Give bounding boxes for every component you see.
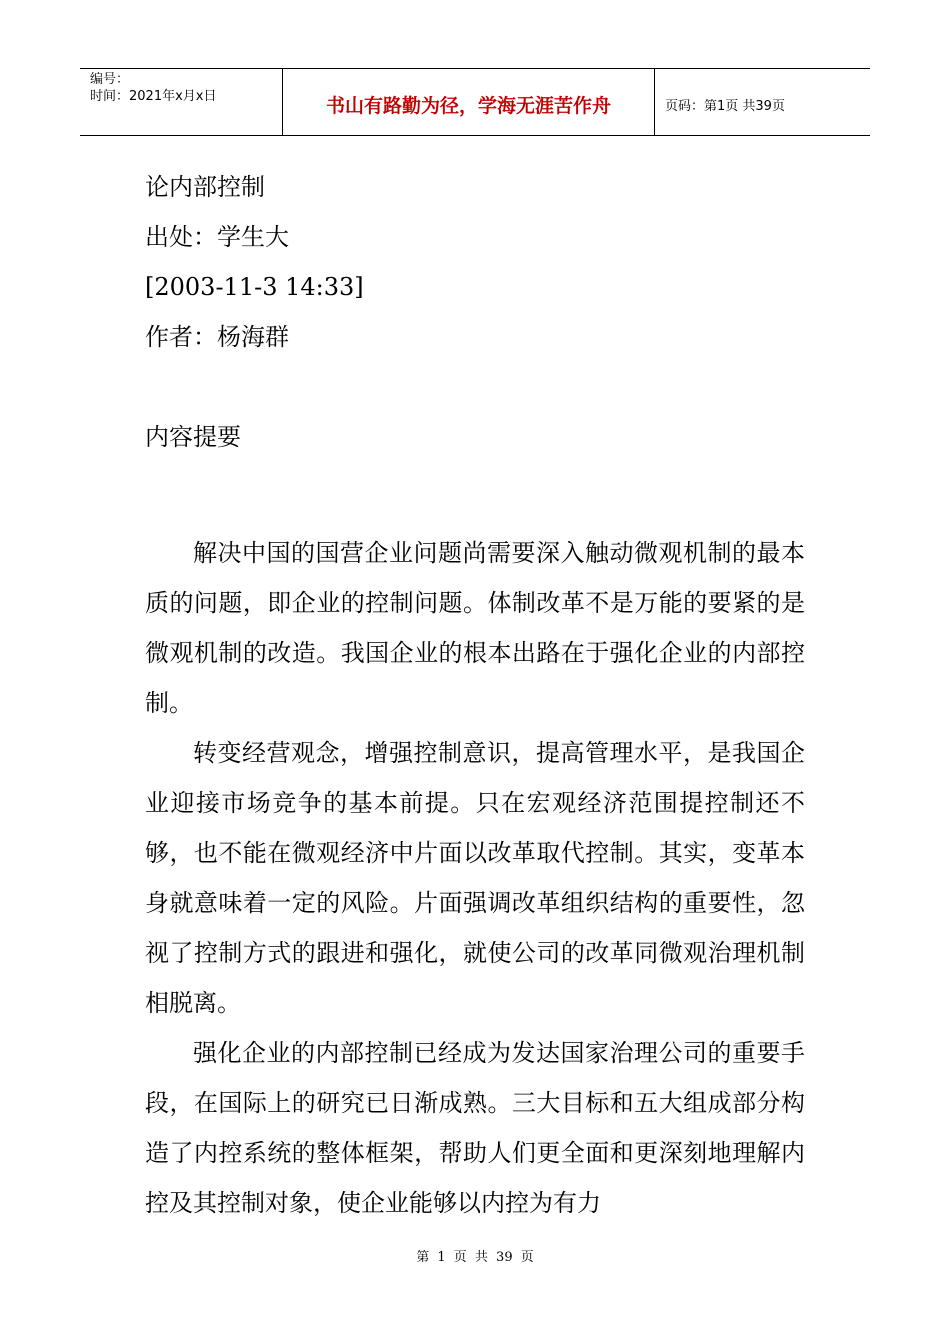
blank-line [145, 462, 805, 512]
article-author: 作者：杨海群 [145, 323, 289, 351]
article-source: 出处：学生大 [145, 223, 289, 251]
page-footer: 第 1 页 共 39 页 [416, 1250, 534, 1265]
blank-line [145, 362, 805, 412]
page-header [80, 68, 870, 136]
header-meta-cell [80, 69, 283, 135]
paragraph: 强化企业的内部控制已经成为发达国家治理公司的重要手段，在国际上的研究已日渐成熟。三大目标和五大组成部分构造了内控系统的整体框架，帮助人们更全面和更深刻地理解内控及其控制对象，使企业能够以内控为有力 [145, 1039, 805, 1217]
header-page-info: 页码：第1页 共39页 [665, 98, 785, 114]
article-datetime: [2003-11-3 14:33] [145, 273, 364, 301]
paragraph: 转变经营观念，增强控制意识，提高管理水平，是我国企业迎接市场竞争的基本前提。只在宏观经济范围提控制还不够，也不能在微观经济中片面以改革取代控制。其实，变革本身就意味着一定的风险。片面强调改革组织结构的重要性，忽视了控制方式的跟进和强化，就使公司的改革同微观治理机制相脱离。 [145, 739, 805, 1017]
article-title: 论内部控制 [145, 173, 265, 201]
paragraph: 解决中国的国营企业问题尚需要深入触动微观机制的最本质的问题，即企业的控制问题。体制改革不是万能的要紧的是微观机制的改造。我国企业的根本出路在于强化企业的内部控制。 [145, 539, 805, 717]
section-heading: 内容提要 [145, 423, 241, 451]
article-body [145, 162, 805, 1228]
number-label: 编号： [90, 72, 130, 87]
date-label: 时间：2021年x月x日 [90, 89, 217, 104]
header-motto: 书山有路勤为径，学海无涯苦作舟 [283, 69, 655, 135]
